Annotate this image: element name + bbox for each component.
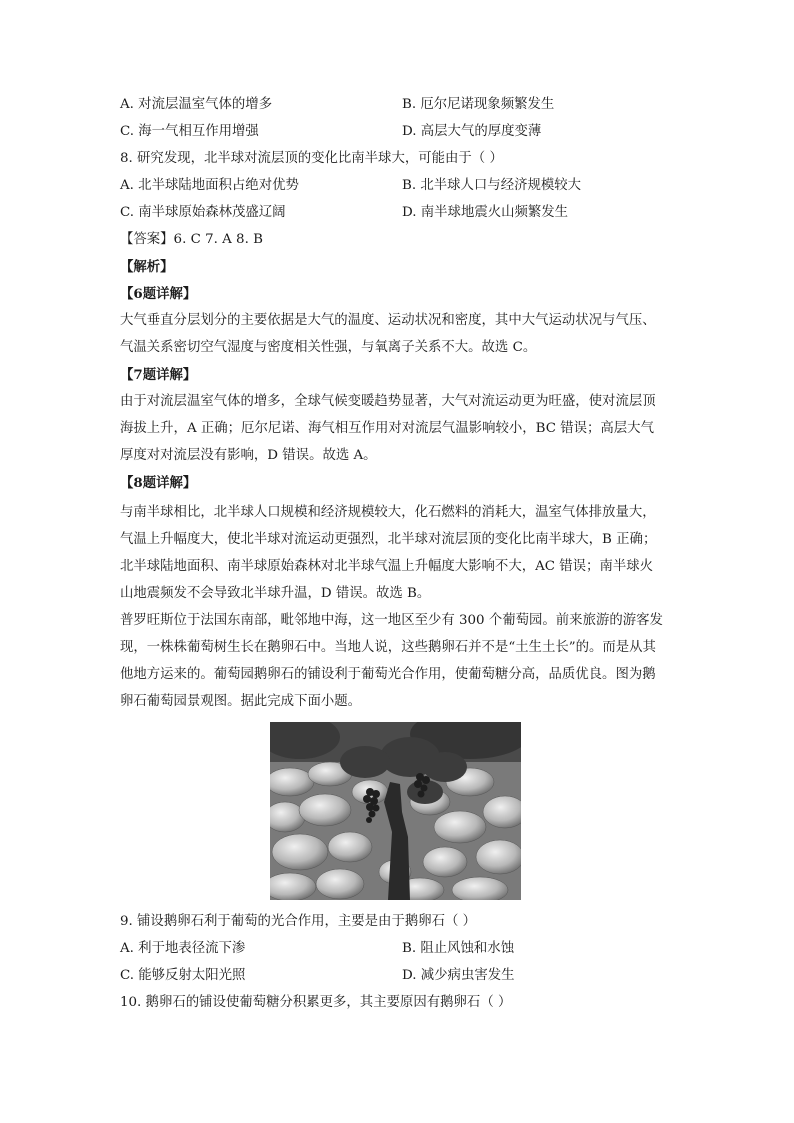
q8-option-a: A. 北半球陆地面积占绝对优势 <box>120 178 299 193</box>
analysis-heading: 【解析】 <box>120 259 174 275</box>
q7-option-c: C. 海一气相互作用增强 <box>120 124 259 139</box>
q9-option-b: B. 阻止风蚀和水蚀 <box>402 941 515 956</box>
q6-line: 气温关系密切空气湿度与密度相关性强，与氧离子关系不大。故选 C。 <box>120 340 537 355</box>
q9-stem: 9. 铺设鹅卵石利于葡萄的光合作用，主要是由于鹅卵石（ ） <box>120 914 477 929</box>
q8-stem: 8. 研究发现，北半球对流层顶的变化比南半球大，可能由于（ ） <box>120 151 503 166</box>
q8-line: 北半球陆地面积、南半球原始森林对北半球气温上升幅度大影响不大，AC 错误；南半球火 <box>120 559 654 574</box>
q7-heading: 【7题详解】 <box>120 367 197 383</box>
q9-option-d: D. 减少病虫害发生 <box>402 968 515 983</box>
q7-line: 厚度对对流层没有影响，D 错误。故选 A。 <box>120 448 377 463</box>
q8-option-c: C. 南半球原始森林茂盛辽阔 <box>120 205 286 220</box>
passage-line: 卵石葡萄园景观图。据此完成下面小题。 <box>120 694 362 709</box>
q8-heading: 【8题详解】 <box>120 475 197 491</box>
q7-option-a: A. 对流层温室气体的增多 <box>120 97 273 112</box>
q7-option-b: B. 厄尔尼诺现象频繁发生 <box>402 97 555 112</box>
q7-line: 由于对流层温室气体的增多，全球气候变暖趋势显著，大气对流运动更为旺盛，使对流层顶 <box>120 394 656 409</box>
passage-line: 现，一株株葡萄树生长在鹅卵石中。当地人说，这些鹅卵石并不是“土生土长”的。而是从其 <box>120 640 656 655</box>
q6-line: 大气垂直分层划分的主要依据是大气的温度、运动状况和密度，其中大气运动状况与气压、 <box>120 313 656 328</box>
passage-line: 普罗旺斯位于法国东南部，毗邻地中海，这一地区至少有 300 个葡萄园。前来旅游的游客发 <box>120 613 663 628</box>
q9-option-c: C. 能够反射太阳光照 <box>120 968 246 983</box>
q8-option-d: D. 南半球地震火山频繁发生 <box>402 205 569 220</box>
q8-line: 山地震频发不会导致北半球升温，D 错误。故选 B。 <box>120 586 431 601</box>
q9-option-a: A. 利于地表径流下渗 <box>120 941 246 956</box>
passage-line: 他地方运来的。葡萄园鹅卵石的铺设利于葡萄光合作用，使葡萄糖分高，品质优良。图为鹅 <box>120 667 656 682</box>
q7-line: 海拔上升，A 正确；厄尔尼诺、海气相互作用对对流层气温影响较小，BC 错误；高层大气 <box>120 421 654 436</box>
answer-line: 【答案】6. C 7. A 8. B <box>120 232 263 247</box>
q6-heading: 【6题详解】 <box>120 286 197 302</box>
q8-line: 气温上升幅度大，使北半球对流运动更强烈，北半球对流层顶的变化比南半球大，B 正确； <box>120 532 657 547</box>
q8-option-b: B. 北半球人口与经济规模较大 <box>402 178 582 193</box>
q10-stem: 10. 鹅卵石的铺设使葡萄糖分积累更多，其主要原因有鹅卵石（ ） <box>120 995 512 1010</box>
q8-line: 与南半球相比，北半球人口规模和经济规模较大，化石燃料的消耗大，温室气体排放量大， <box>120 505 656 520</box>
q7-option-d: D. 高层大气的厚度变薄 <box>402 124 542 139</box>
vineyard-photo <box>270 722 521 900</box>
